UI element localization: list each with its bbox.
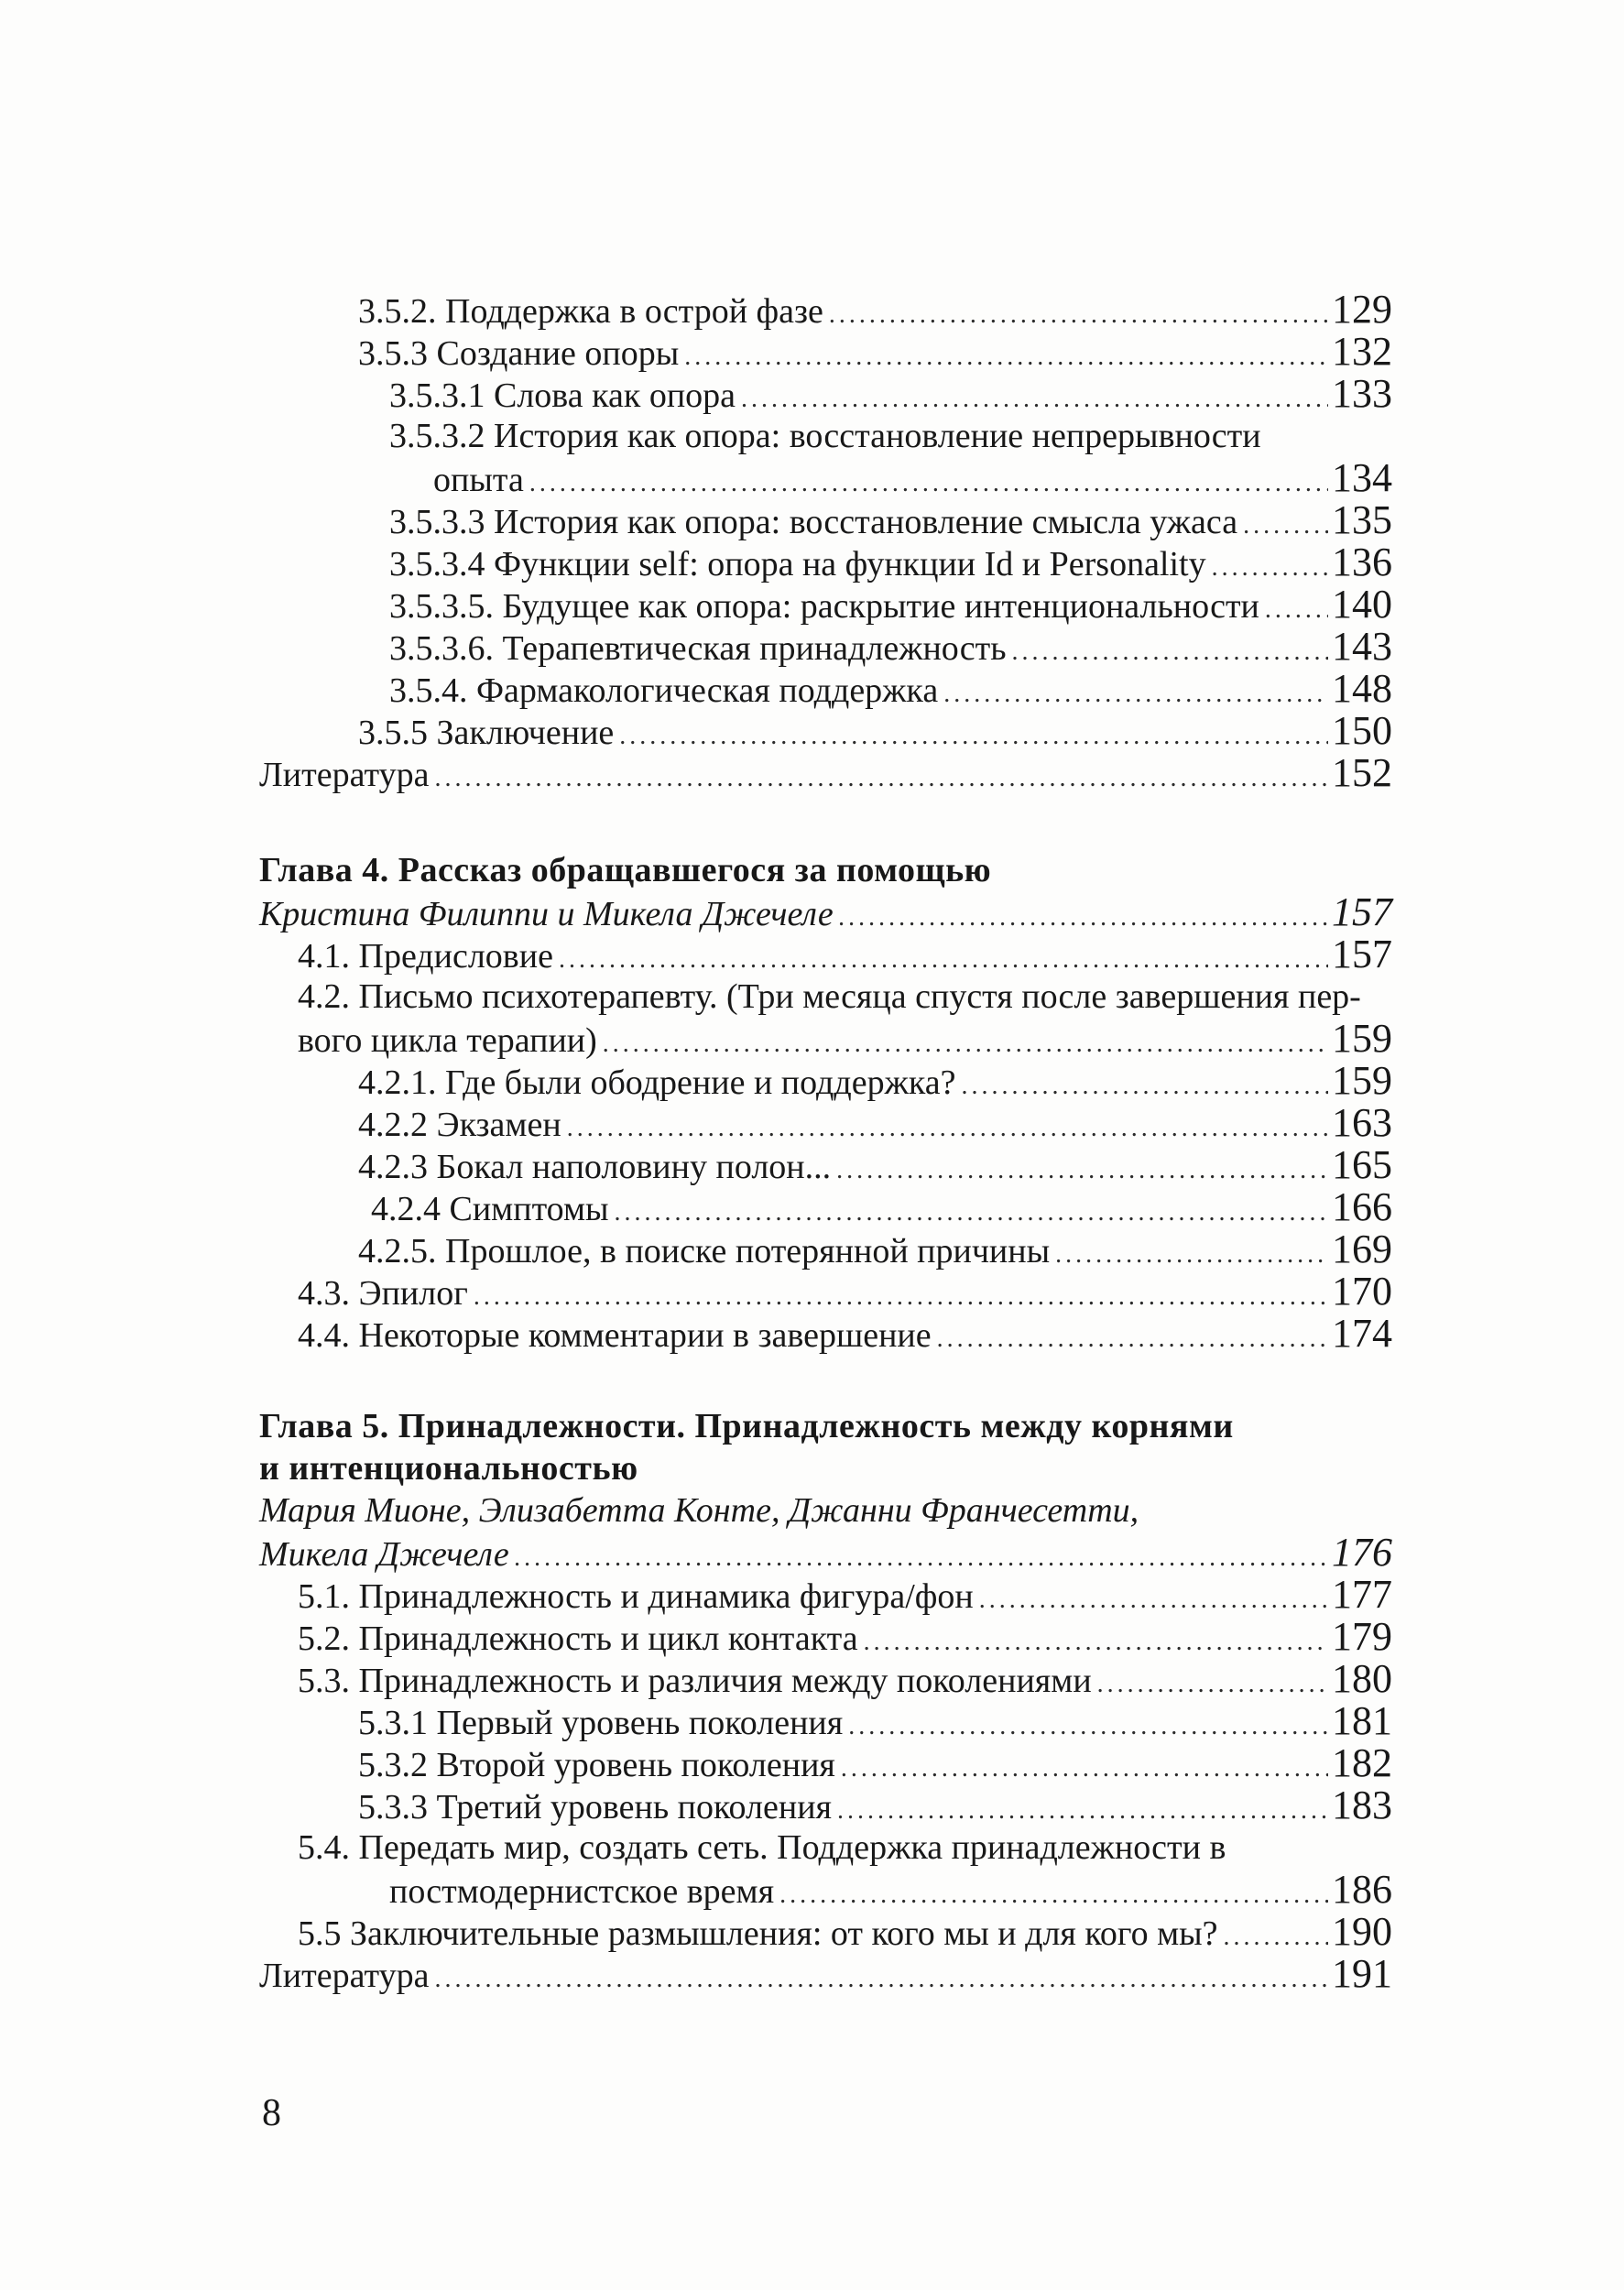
toc-entry-text: 3.5.4. Фармакологическая поддержка bbox=[389, 671, 939, 710]
toc-entry-text: Микела Джечеле bbox=[259, 1535, 509, 1574]
toc-entry bbox=[259, 541, 1392, 583]
dot-leader bbox=[979, 1576, 1328, 1621]
toc-entry-page: 150 bbox=[1332, 708, 1392, 753]
toc-entry-text: Глава 4. Рассказ обращавшегося за помощью bbox=[259, 851, 992, 889]
toc-entry-text: вого цикла терапии) bbox=[298, 1021, 597, 1060]
toc-entry bbox=[259, 1911, 1392, 1953]
toc-entry-text: 3.5.3.4 Функции self: опора на функции Id и Personality bbox=[389, 545, 1206, 583]
toc-entry bbox=[259, 1489, 1392, 1532]
dot-leader bbox=[615, 1188, 1328, 1234]
toc-entry bbox=[259, 1658, 1392, 1700]
toc-entry-text: 5.3.1 Первый уровень поколения bbox=[358, 1704, 844, 1742]
toc-entry-text: постмодернистское время bbox=[389, 1872, 775, 1911]
toc-entry-text: 4.1. Предисловие bbox=[298, 937, 553, 976]
dot-leader bbox=[515, 1533, 1328, 1579]
toc-entry bbox=[259, 1869, 1392, 1911]
toc-entry bbox=[259, 1700, 1392, 1742]
dot-leader bbox=[837, 1786, 1328, 1832]
dot-leader bbox=[841, 1744, 1328, 1790]
dot-leader bbox=[1097, 1660, 1328, 1706]
toc-entry bbox=[259, 583, 1392, 626]
toc-entry bbox=[259, 1270, 1392, 1313]
dot-leader bbox=[559, 935, 1328, 981]
toc-entry-page: 180 bbox=[1332, 1656, 1392, 1701]
dot-leader bbox=[1212, 543, 1328, 589]
toc-entry bbox=[259, 752, 1392, 794]
toc-entry bbox=[259, 1532, 1392, 1574]
toc-entry-page: 166 bbox=[1332, 1184, 1392, 1229]
toc-entry bbox=[259, 1574, 1392, 1616]
dot-leader bbox=[741, 375, 1328, 420]
toc-entry-text: 3.5.2. Поддержка в острой фазе bbox=[358, 292, 823, 331]
toc-entry bbox=[259, 1784, 1392, 1827]
toc-entry-page: 186 bbox=[1332, 1867, 1392, 1912]
dot-leader bbox=[434, 1955, 1328, 2001]
dot-leader bbox=[1243, 501, 1328, 547]
toc-entry-page: 152 bbox=[1332, 750, 1392, 795]
toc-entry-text: опыта bbox=[433, 461, 524, 499]
toc-entry bbox=[259, 331, 1392, 373]
toc-entry-text: 3.5.3.1 Слова как опора bbox=[389, 376, 736, 415]
dot-leader bbox=[779, 1870, 1328, 1916]
toc-entry-text: 5.5 Заключительные размышления: от кого мы и для кого мы? bbox=[298, 1914, 1218, 1953]
toc-entry-page: 176 bbox=[1332, 1530, 1392, 1575]
toc-entry-text: 4.2.5. Прошлое, в поиске потерянной причины bbox=[358, 1232, 1051, 1270]
toc-entry-text: 4.2.3 Бокал наполовину полон... bbox=[358, 1148, 832, 1186]
dot-leader bbox=[603, 1020, 1328, 1065]
toc-entry bbox=[259, 891, 1392, 933]
toc-entry-page: 129 bbox=[1332, 287, 1392, 332]
toc-entry-page: 136 bbox=[1332, 540, 1392, 584]
toc-entry bbox=[259, 933, 1392, 976]
toc-entry-page: 143 bbox=[1332, 624, 1392, 669]
toc-entry-text: 3.5.3.2 История как опора: восстановление непрерывности bbox=[389, 417, 1261, 455]
toc-entry-text: 5.4. Передать мир, создать сеть. Поддержка принадлежности в bbox=[298, 1828, 1226, 1867]
dot-leader bbox=[848, 1702, 1328, 1748]
toc-entry-text: Кристина Филиппи и Микела Джечеле bbox=[259, 895, 834, 933]
toc-entry-text: 5.3. Принадлежность и различия между поколениями bbox=[298, 1662, 1092, 1700]
toc-gap bbox=[259, 1355, 1392, 1405]
dot-leader bbox=[1265, 585, 1328, 631]
toc-entry-page: 135 bbox=[1332, 497, 1392, 542]
dot-leader bbox=[836, 1146, 1328, 1192]
toc-entry-page: 157 bbox=[1332, 932, 1392, 976]
toc-entry bbox=[259, 373, 1392, 415]
toc-entry-page: 170 bbox=[1332, 1269, 1392, 1314]
toc-entry-page: 132 bbox=[1332, 329, 1392, 374]
toc-entry bbox=[259, 289, 1392, 331]
toc-entry bbox=[259, 415, 1392, 457]
toc-entry-page: 159 bbox=[1332, 1058, 1392, 1103]
toc-entry bbox=[259, 849, 1392, 891]
page-folio-number: 8 bbox=[262, 2092, 281, 2134]
toc-entry-text: 5.3.2 Второй уровень поколения bbox=[358, 1746, 835, 1784]
toc-entry-page: 169 bbox=[1332, 1227, 1392, 1271]
toc-entry-text: 5.1. Принадлежность и динамика фигура/фон bbox=[298, 1577, 974, 1616]
toc-entry-page: 174 bbox=[1332, 1311, 1392, 1356]
toc-entry-text: Глава 5. Принадлежности. Принадлежность между корнями bbox=[259, 1407, 1234, 1445]
dot-leader bbox=[961, 1062, 1328, 1107]
toc-entry-page: 190 bbox=[1332, 1909, 1392, 1954]
toc-entry-page: 133 bbox=[1332, 371, 1392, 416]
dot-leader bbox=[943, 670, 1328, 715]
toc-entry-text: Мария Мионе, Элизабетта Конте, Джанни Франчесетти, bbox=[259, 1491, 1139, 1530]
toc-entry-text: и интенциональностью bbox=[259, 1449, 638, 1488]
dot-leader bbox=[1224, 1913, 1328, 1958]
dot-leader bbox=[529, 459, 1328, 505]
toc-entry-page: 140 bbox=[1332, 582, 1392, 627]
toc-entry bbox=[259, 1228, 1392, 1270]
toc-entry bbox=[259, 1018, 1392, 1060]
toc-entry-text: 4.2.4 Симптомы bbox=[371, 1190, 609, 1228]
toc-entry bbox=[259, 1060, 1392, 1102]
toc-entry bbox=[259, 1144, 1392, 1186]
toc-entry-text: 4.3. Эпилог bbox=[298, 1274, 468, 1313]
toc-entry-page: 159 bbox=[1332, 1016, 1392, 1061]
toc-entry-text: 3.5.3.5. Будущее как опора: раскрытие интенциональности bbox=[389, 587, 1259, 626]
toc-entry bbox=[259, 1447, 1392, 1489]
toc-gap bbox=[259, 794, 1392, 849]
toc-entry bbox=[259, 668, 1392, 710]
dot-leader bbox=[684, 333, 1328, 378]
dot-leader bbox=[1055, 1230, 1328, 1276]
dot-leader bbox=[619, 712, 1328, 758]
toc-entry-text: 3.5.3.6. Терапевтическая принадлежность bbox=[389, 629, 1007, 668]
toc-entry bbox=[259, 1827, 1392, 1869]
toc-entry bbox=[259, 1953, 1392, 1995]
dot-leader bbox=[474, 1272, 1328, 1318]
toc-entry-page: 181 bbox=[1332, 1698, 1392, 1743]
toc-entry bbox=[259, 1405, 1392, 1447]
toc-entry-page: 183 bbox=[1332, 1783, 1392, 1827]
dot-leader bbox=[567, 1104, 1328, 1150]
dot-leader bbox=[1012, 627, 1328, 673]
toc-entry-text: Литература bbox=[259, 756, 430, 794]
dot-leader bbox=[864, 1618, 1328, 1663]
dot-leader bbox=[829, 290, 1328, 336]
toc-entry-text: 3.5.3 Создание опоры bbox=[358, 334, 680, 373]
toc-entry-text: 3.5.3.3 История как опора: восстановление смысла ужаса bbox=[389, 503, 1238, 541]
toc-entry-text: Литература bbox=[259, 1957, 430, 1995]
toc-entry-page: 134 bbox=[1332, 455, 1392, 500]
toc-entry bbox=[259, 1186, 1392, 1228]
toc-entry-page: 148 bbox=[1332, 666, 1392, 711]
toc-entry bbox=[259, 457, 1392, 499]
toc-entry-text: 5.3.3 Третий уровень поколения bbox=[358, 1788, 833, 1827]
toc-entry-page: 179 bbox=[1332, 1614, 1392, 1659]
toc-entry-page: 182 bbox=[1332, 1740, 1392, 1785]
toc-entry-text: 4.2. Письмо психотерапевту. (Три месяца спустя после завершения пер- bbox=[298, 977, 1361, 1016]
dot-leader bbox=[937, 1314, 1328, 1360]
toc-entry-text: 4.2.1. Где были ободрение и поддержка? bbox=[358, 1063, 956, 1102]
toc-entry-page: 165 bbox=[1332, 1142, 1392, 1187]
toc-entry bbox=[259, 976, 1392, 1018]
toc-entry-text: 5.2. Принадлежность и цикл контакта bbox=[298, 1619, 858, 1658]
toc-entry-page: 163 bbox=[1332, 1100, 1392, 1145]
toc-entry bbox=[259, 1742, 1392, 1784]
toc-entry bbox=[259, 1616, 1392, 1658]
toc-entry bbox=[259, 499, 1392, 541]
toc-entry-text: 4.4. Некоторые комментарии в завершение bbox=[298, 1316, 932, 1355]
toc-entry-page: 157 bbox=[1332, 889, 1392, 934]
toc-entry-page: 177 bbox=[1332, 1572, 1392, 1617]
toc-entry-text: 3.5.5 Заключение bbox=[358, 714, 615, 752]
dot-leader bbox=[434, 754, 1328, 800]
toc-entry bbox=[259, 626, 1392, 668]
toc-entry bbox=[259, 1313, 1392, 1355]
toc-entry-page: 191 bbox=[1332, 1951, 1392, 1996]
toc-entry bbox=[259, 1102, 1392, 1144]
dot-leader bbox=[839, 893, 1328, 939]
toc-entry-text: 4.2.2 Экзамен bbox=[358, 1106, 561, 1144]
toc-entry bbox=[259, 710, 1392, 752]
